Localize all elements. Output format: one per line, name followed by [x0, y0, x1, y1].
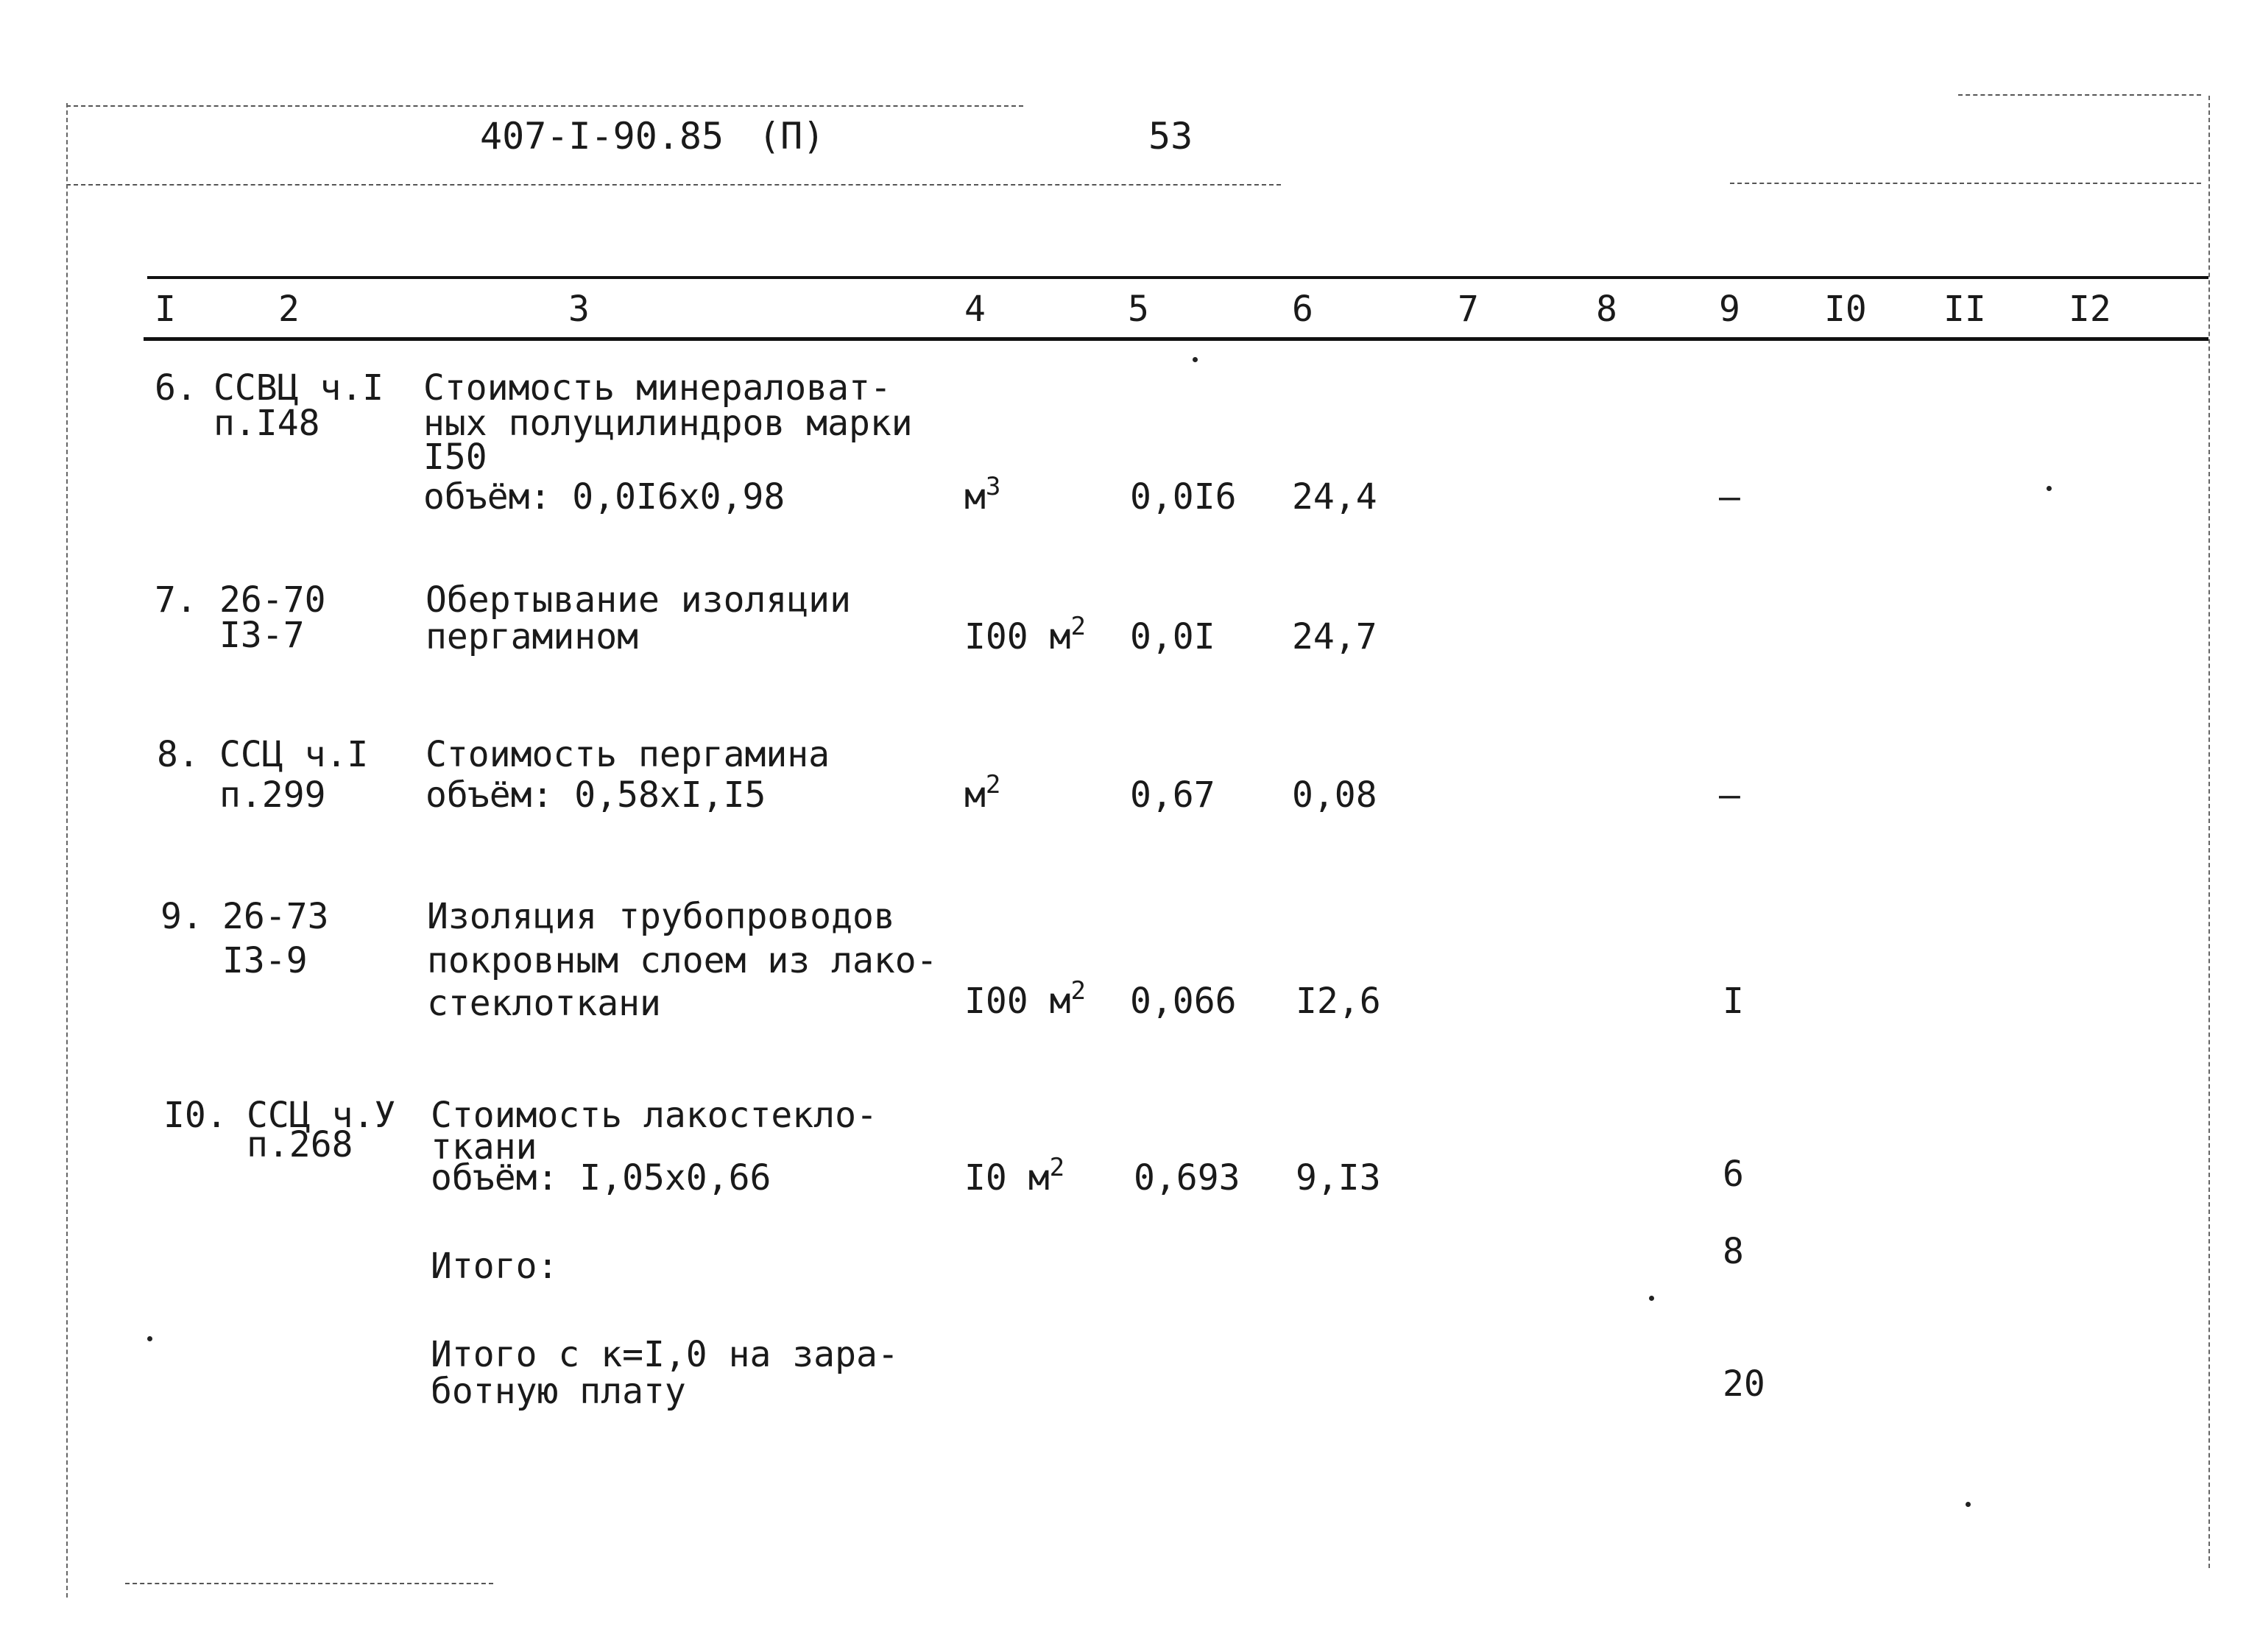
row-unit: I0 $м^2$: [964, 1153, 1065, 1199]
column-header: I2: [2069, 289, 2111, 330]
row-description: Обертывание изоляции: [425, 579, 851, 621]
row-reference: ССВЦ ч.I: [213, 367, 384, 409]
row-col9-value: 6: [1723, 1154, 1744, 1195]
row-description: пергамином: [425, 616, 638, 657]
row-quantity: 0,67: [1130, 774, 1215, 816]
row-number: 8.: [157, 734, 199, 775]
column-header: 5: [1128, 289, 1149, 330]
total-coefficient-value: 20: [1723, 1363, 1765, 1405]
document-code: 407-I-90.85: [480, 115, 724, 158]
row-unit: $м^3$: [964, 472, 1001, 518]
scan-noise-line: [1730, 183, 2201, 184]
row-reference: п.I48: [213, 403, 320, 444]
row-description: ткани: [431, 1126, 537, 1168]
row-number: I0.: [163, 1095, 227, 1136]
row-number: 6.: [155, 367, 197, 409]
column-header: I0: [1824, 289, 1867, 330]
document-code-suffix: (П): [758, 115, 825, 158]
row-unit-price: 0,08: [1292, 774, 1377, 816]
row-reference: I3-9: [222, 940, 308, 981]
column-header: 6: [1292, 289, 1313, 330]
row-description: Изоляция трубопроводов: [427, 896, 895, 937]
column-header: 2: [278, 289, 300, 330]
row-quantity: 0,693: [1134, 1157, 1240, 1199]
table-header-rule: [144, 337, 2208, 341]
column-header: 7: [1458, 289, 1479, 330]
scan-noise-line: [1958, 94, 2201, 96]
row-unit: I00 $м^2$: [964, 976, 1086, 1022]
row-unit: $м^2$: [964, 770, 1001, 816]
scan-speck: [1966, 1502, 1971, 1507]
row-description: объём: 0,58хI,I5: [425, 774, 766, 816]
scan-speck: [1649, 1296, 1654, 1301]
row-unit-price: I2,6: [1296, 981, 1381, 1022]
row-reference: п.268: [247, 1124, 353, 1165]
column-header: 9: [1719, 289, 1740, 330]
row-description: I50: [423, 437, 487, 478]
total-label: Итого:: [431, 1246, 559, 1287]
row-description: покровным слоем из лако-: [427, 940, 938, 981]
scan-speck: [147, 1336, 152, 1341]
row-number: 7.: [155, 579, 197, 621]
row-reference: ССЦ ч.I: [219, 734, 369, 775]
table-top-rule: [147, 276, 2208, 279]
row-unit: I00 $м^2$: [964, 612, 1086, 657]
scan-noise-line: [66, 105, 1023, 107]
scan-frame-left: [66, 103, 68, 1598]
page-number: 53: [1148, 115, 1193, 158]
scan-noise-line: [125, 1583, 493, 1584]
row-col9-value: –: [1719, 476, 1740, 518]
row-description: Стоимость минераловат-: [423, 367, 891, 409]
column-header: 3: [568, 289, 590, 330]
row-reference: I3-7: [219, 615, 305, 656]
scan-speck: [1193, 357, 1198, 362]
row-description: объём: 0,0I6х0,98: [423, 476, 785, 518]
column-header: I: [155, 289, 176, 330]
scan-speck: [2047, 486, 2052, 491]
row-reference: ССЦ ч.У: [247, 1095, 396, 1136]
row-reference: 26-70: [219, 579, 326, 621]
row-reference: 26-73: [222, 896, 329, 937]
row-col9-value: I: [1723, 981, 1744, 1022]
column-header: 8: [1596, 289, 1617, 330]
row-unit-price: 24,7: [1292, 616, 1377, 657]
row-col9-value: –: [1719, 774, 1740, 816]
row-unit-price: 24,4: [1292, 476, 1377, 518]
row-unit-price: 9,I3: [1296, 1157, 1381, 1199]
column-header: II: [1943, 289, 1986, 330]
total-coefficient-label: ботную плату: [431, 1371, 686, 1412]
row-description: стеклоткани: [427, 983, 661, 1024]
row-quantity: 0,0I: [1130, 616, 1215, 657]
total-coefficient-label: Итого с к=I,0 на зара-: [431, 1334, 899, 1375]
total-value: 8: [1723, 1231, 1744, 1272]
row-number: 9.: [160, 896, 203, 937]
row-description: объём: I,05х0,66: [431, 1157, 771, 1199]
row-quantity: 0,066: [1130, 981, 1237, 1022]
row-description: ных полуцилиндров марки: [423, 403, 913, 444]
row-reference: п.299: [219, 774, 326, 816]
row-quantity: 0,0I6: [1130, 476, 1237, 518]
row-description: Стоимость лакостекло-: [431, 1095, 877, 1136]
column-header: 4: [964, 289, 986, 330]
scan-frame-right: [2208, 96, 2210, 1568]
scan-noise-line: [66, 184, 1281, 186]
row-description: Стоимость пергамина: [425, 734, 830, 775]
